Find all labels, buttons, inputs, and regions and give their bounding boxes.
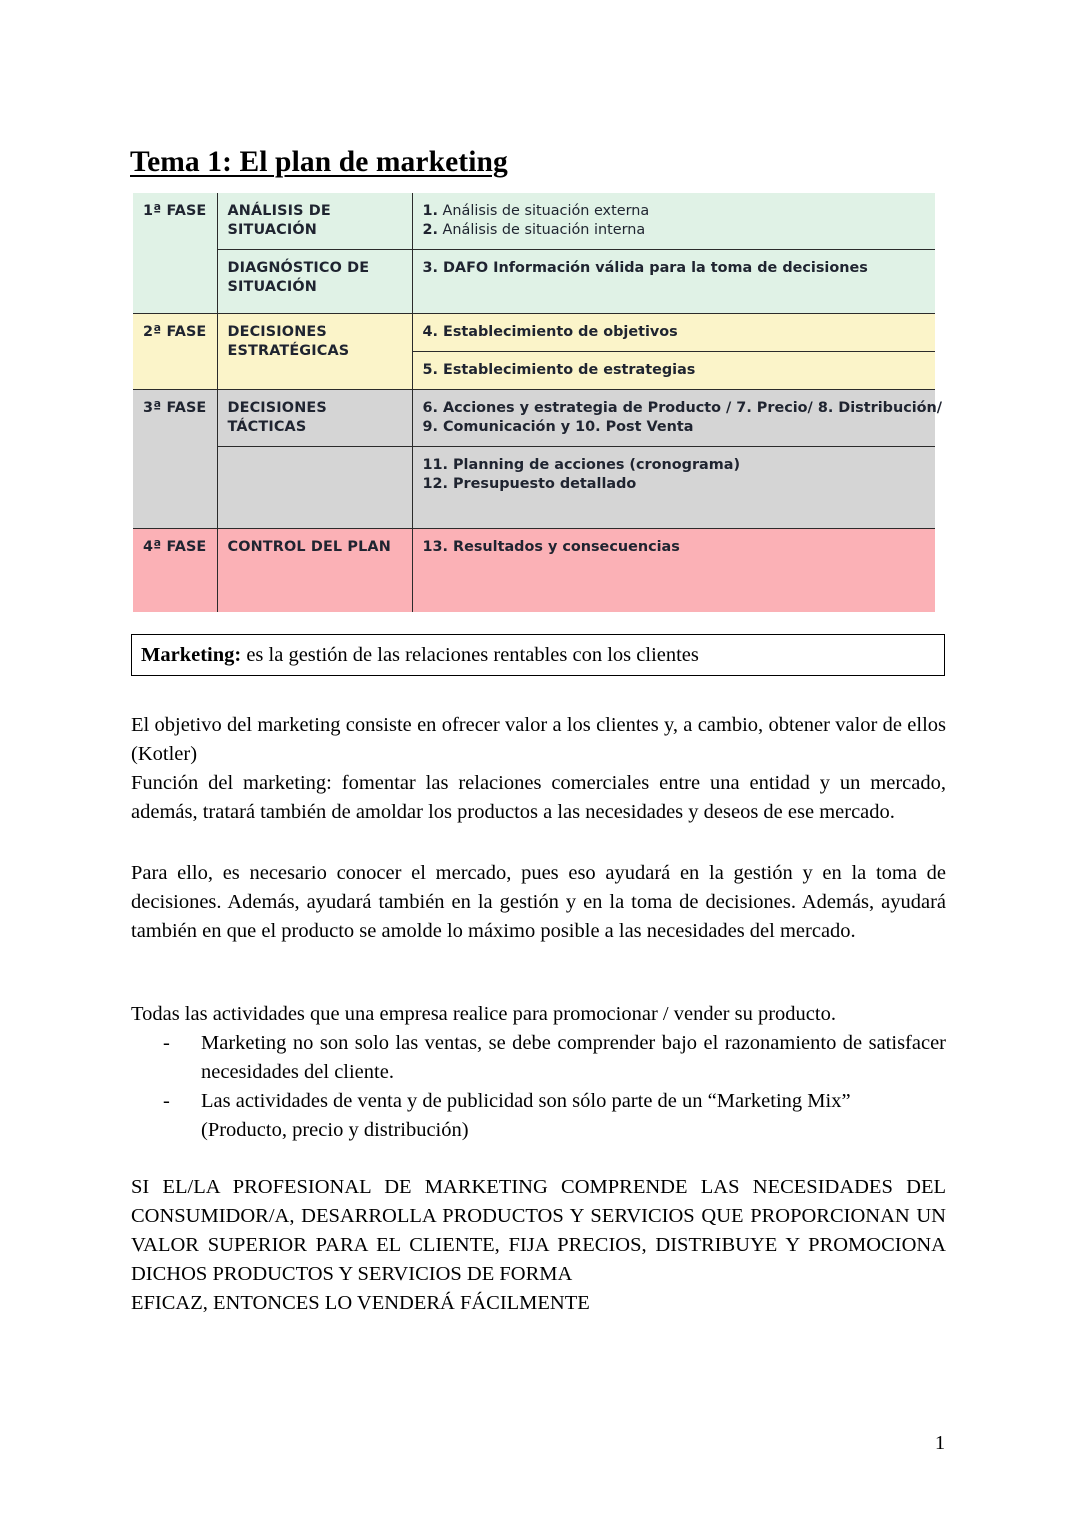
- table-row: [133, 314, 935, 352]
- item-line: 9. Comunicación y 10. Post Venta: [422, 419, 694, 436]
- item-line: 4. Establecimiento de objetivos: [422, 324, 678, 341]
- items-cell-4: [412, 352, 935, 390]
- item-line: 13. Resultados y consecuencias: [422, 539, 680, 556]
- item-line: 11. Planning de acciones (cronograma): [422, 457, 741, 474]
- item-text-1-1: Análisis de situación externa: [437, 203, 650, 219]
- item-line: 2. Análisis de situación interna: [422, 222, 646, 239]
- table-row: [133, 447, 935, 529]
- definition-term: Marketing:: [141, 644, 242, 666]
- table-row: [133, 390, 935, 447]
- closing-statement: [131, 1173, 946, 1319]
- list-item-text: Marketing no son solo las ventas, se debe comprender bajo el razonamiento de satisfacer necesidades del cliente.: [201, 1032, 946, 1084]
- table-row: [133, 250, 935, 314]
- phase-label-2: 2ª FASE: [133, 314, 217, 390]
- items-cell-5: [412, 390, 943, 447]
- marketing-plan-phase-table: [133, 193, 943, 612]
- paragraph-funcion: Función del marketing: fomentar las relaciones comerciales entre una entidad y un mercado, además, tratará también de amoldar los productos a las necesidades y deseos de ese mercado.: [131, 772, 946, 824]
- paragraph-objetivo: El objetivo del marketing consiste en ofrecer valor a los clientes y, a cambio, obtener valor de ellos (Kotler): [131, 714, 946, 766]
- marketing-bullet-list: [131, 1029, 946, 1145]
- block-label-diagnostico-situacion: DIAGNÓSTICO DE SITUACIÓN: [217, 250, 412, 314]
- item-line: 12. Presupuesto detallado: [422, 476, 637, 493]
- item-line: 3. DAFO Información válida para la toma de decisiones: [422, 260, 868, 277]
- table-row: [133, 193, 935, 250]
- block-label-decisiones-estrategicas: DECISIONES ESTRATÉGICAS: [217, 314, 412, 390]
- marketing-definition-box: [131, 634, 945, 676]
- dash-bullet-icon: -: [163, 1090, 170, 1113]
- item-line: 6. Acciones y estrategia de Producto / 7. Precio/ 8. Distribución/: [422, 400, 943, 417]
- block-label-analisis-situacion: ANÁLISIS DE SITUACIÓN: [217, 193, 412, 250]
- list-item-text: Las actividades de venta y de publicidad son sólo parte de un “Marketing Mix”: [201, 1090, 851, 1113]
- block-label-control-del-plan: CONTROL DEL PLAN: [217, 529, 412, 613]
- table-row: [133, 529, 935, 613]
- closing-statement-last-line: EFICAZ, ENTONCES LO VENDERÁ FÁCILMENTE: [131, 1292, 590, 1315]
- closing-statement-main: SI EL/LA PROFESIONAL DE MARKETING COMPRENDE LAS NECESIDADES DEL CONSUMIDOR/A, DESARROLLA PRODUCTOS Y SERVICIOS QUE PROPORCIONAN UN VALOR SUPERIOR PARA EL CLIENTE, FIJA PRECIOS, DISTRIBUYE Y PROMOCIONA DICHOS PRODUCTOS Y SERVICIOS DE FORMA: [131, 1176, 946, 1286]
- items-cell-1: [412, 193, 935, 250]
- list-item: [131, 1087, 946, 1145]
- paragraph-group-actividades: [131, 1000, 946, 1146]
- item-line: 5. Establecimiento de estrategias: [422, 362, 696, 379]
- page-number: 1: [934, 1432, 946, 1454]
- items-cell-3: [412, 314, 935, 352]
- items-cell-2: [412, 250, 935, 314]
- item-line: 1. Análisis de situación externa: [422, 203, 650, 219]
- block-label-empty-3: [217, 447, 412, 529]
- block-label-decisiones-tacticas: DECISIONES TÁCTICAS: [217, 390, 412, 447]
- items-cell-6: [412, 447, 935, 529]
- page-title: Tema 1: El plan de marketing: [130, 145, 508, 178]
- phase-label-3: 3ª FASE: [133, 390, 217, 529]
- dash-bullet-icon: -: [163, 1032, 170, 1055]
- definition-text: es la gestión de las relaciones rentables con los clientes: [241, 644, 699, 666]
- list-item: [131, 1029, 946, 1087]
- list-item-subtext: (Producto, precio y distribución): [201, 1119, 469, 1142]
- item-text-1-2: Análisis de situación interna: [437, 222, 646, 239]
- paragraph-actividades-intro: Todas las actividades que una empresa realice para promocionar / vender su producto.: [131, 1003, 836, 1025]
- paragraph-para-ello: Para ello, es necesario conocer el mercado, pues eso ayudará en la gestión y en la toma de decisiones. Además, ayudará también en la gestión y en la toma de decisiones. Además, ayudará también en que el producto se amolde lo máximo posible a las necesidades del mercado.: [131, 862, 946, 943]
- phase-label-4: 4ª FASE: [133, 529, 217, 613]
- phase-label-1: 1ª FASE: [133, 193, 217, 314]
- paragraph-group-para-ello: [131, 859, 946, 946]
- items-cell-7: [412, 529, 935, 613]
- paragraph-group-objetivo: [131, 711, 946, 827]
